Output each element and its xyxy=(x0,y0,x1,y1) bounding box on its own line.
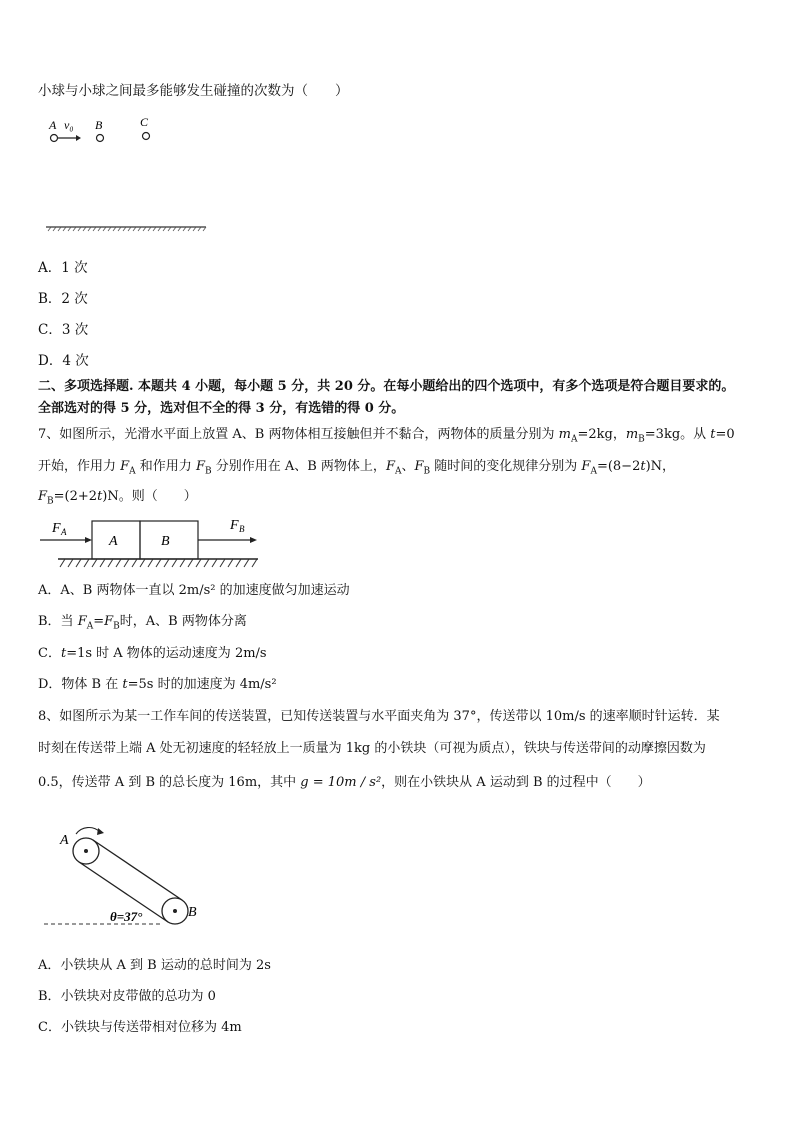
q8-option-c: C．小铁块与传送带相对位移为 4m xyxy=(38,1020,242,1035)
q6-ball-b xyxy=(97,135,104,142)
q7-label-fb: F xyxy=(230,518,239,533)
q6-ball-a xyxy=(51,135,58,142)
q6-option-d: D．4 次 xyxy=(38,353,89,369)
q6-option-a: A．1 次 xyxy=(38,260,88,276)
q6-stem: 小球与小球之间最多能够发生碰撞的次数为（ ） xyxy=(38,83,349,99)
q7-ground-hatch xyxy=(60,559,257,567)
q8-option-b: B．小铁块对皮带做的总功为 0 xyxy=(38,989,216,1004)
q8-pulley-a-axle xyxy=(84,849,88,853)
q8-pulley-b-axle xyxy=(173,909,177,913)
q6-label-c: C xyxy=(140,115,149,129)
q6-arrow-head xyxy=(76,135,81,141)
q6-option-b: B．2 次 xyxy=(38,291,88,307)
q8-figure xyxy=(38,820,218,930)
q7-block-b-label: B xyxy=(161,534,170,549)
q8-option-a: A．小铁块从 A 到 B 运动的总时间为 2s xyxy=(38,958,271,973)
q7-block-a-label: A xyxy=(109,534,118,549)
q8-rotation-arrow-head xyxy=(97,828,104,835)
q7-line3: $F_B=(2+2t)N$。则（ ） xyxy=(38,489,197,507)
q7-arrow-fb-head xyxy=(250,537,257,543)
q8-rotation-arrow xyxy=(76,827,100,834)
q7-option-b: B．当 $F_A=F_B$时，A、B 两物体分离 xyxy=(38,614,247,632)
section2-heading-line2: 全部选对的得 5 分，选对但不全的得 3 分，有选错的得 0 分。 xyxy=(38,401,405,416)
q6-label-a: A xyxy=(49,118,57,132)
q7-arrow-fa-head xyxy=(85,537,92,543)
q7-option-c: C．t=1s 时 A 物体的运动速度为 2m/s xyxy=(38,646,267,661)
q7-label-fb-sub: B xyxy=(239,524,245,534)
q8-label-a: A xyxy=(60,833,69,848)
q8-label-b: B xyxy=(188,905,197,920)
q7-label-fa: F xyxy=(52,521,61,536)
q8-label-theta: θ=37° xyxy=(110,909,143,924)
q7-label-fa-sub: A xyxy=(61,527,67,537)
q8-line3: 0.5，传送带 A 到 B 的总长度为 16m，其中 g = 10m / s²，则在小铁块从 A 运动到 B 的过程中（ ） xyxy=(38,775,651,790)
q6-label-b: B xyxy=(95,118,103,132)
q6-ground-hatch xyxy=(48,227,206,231)
q8-g-expression: g = 10m / s² xyxy=(300,775,382,790)
q7-line2: 开始，作用力 $F_A$ 和作用力 $F_B$ 分别作用在 A、B 两物体上，$F_A$、$F_B$ 随时间的变化规律分别为 $F_A=(8-2t)N$， xyxy=(38,459,676,477)
q7-option-a: A．A、B 两物体一直以 2m/s² 的加速度做匀加速运动 xyxy=(38,583,350,598)
q7-option-d: D．物体 B 在 t=5s 时的加速度为 4m/s² xyxy=(38,677,277,692)
q6-ball-c xyxy=(143,133,150,140)
q8-line1: 8、如图所示为某一工作车间的传送装置，已知传送装置与水平面夹角为 37°，传送带以 10m/s 的速率顺时针运转．某 xyxy=(38,709,720,724)
q6-figure xyxy=(40,114,220,236)
q7-line1: 7、如图所示，光滑水平面上放置 A、B 两物体相互接触但并不黏合，两物体的质量分别为 $m_A=2kg$，$m_B=3kg$。从 t=0 xyxy=(38,427,735,445)
q7-figure xyxy=(38,512,268,574)
q6-label-v0: v₀ xyxy=(64,118,74,132)
q8-line2: 时刻在传送带上端 A 处无初速度的轻轻放上一质量为 1kg 的小铁块（可视为质点），铁块与传送带间的动摩擦因数为 xyxy=(38,741,706,756)
q8-belt-top xyxy=(93,840,182,900)
section2-heading-line1: 二、多项选择题. 本题共 4 小题，每小题 5 分，共 20 分。在每小题给出的四个选项中，有多个选项是符合题目要求的。 xyxy=(38,379,735,394)
q6-option-c: C．3 次 xyxy=(38,322,89,338)
